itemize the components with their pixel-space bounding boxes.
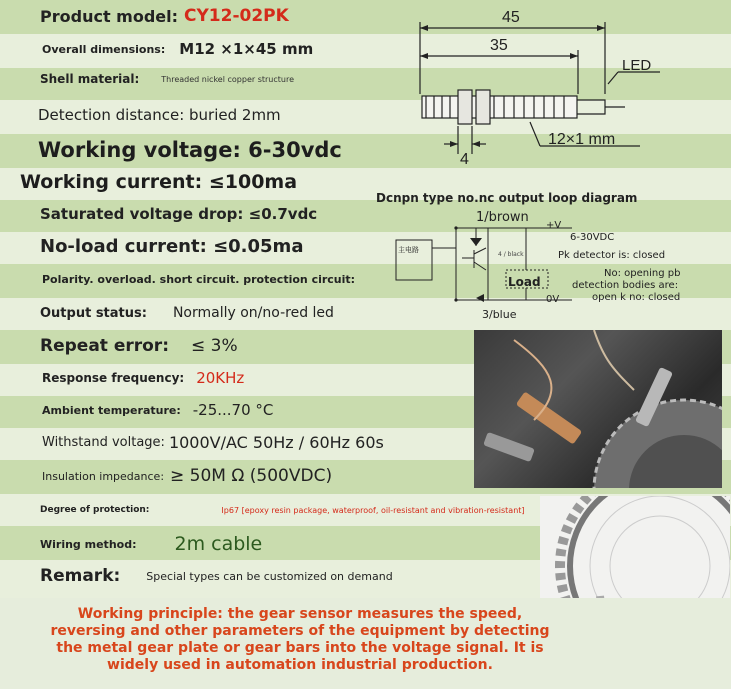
working-voltage-text: Working voltage: 6-30vdc <box>38 138 342 162</box>
dimension-drawing <box>390 4 690 164</box>
remark-value: Special types can be customized on demand <box>146 569 393 583</box>
circuit-load: Load <box>508 275 541 289</box>
dim-35-label: 35 <box>490 37 508 54</box>
circuit-no-note-1: No: opening pb <box>604 268 681 279</box>
ambient-temperature-row <box>42 401 512 419</box>
working-principle-text: Working principle: the gear sensor measures the speed, reversing and other parameters of the equipment by detecting the metal gear plate or gear bars into the voltage signal. It is widely used in automation industrial production. <box>50 606 550 673</box>
circuit-vdc: 6-30VDC <box>570 232 615 243</box>
ambient-temperature-label: Ambient temperature: <box>42 403 181 417</box>
saturated-voltage-text: Saturated voltage drop: ≤0.7vdc <box>40 205 318 223</box>
output-status-value: Normally on/no-red led <box>172 305 334 321</box>
remark-row <box>40 566 510 586</box>
circuit-zero-v: 0V <box>546 294 560 305</box>
wiring-label: Wiring method: <box>40 537 137 551</box>
response-frequency-row <box>42 369 512 387</box>
sensor-photo-art <box>474 330 722 488</box>
circuit-pk-note: Pk detector is: closed <box>558 250 666 261</box>
insulation-value: ≥ 50M Ω (500VDC) <box>170 466 333 486</box>
withstand-voltage-value: 1000V/AC 50Hz / 60Hz 60s <box>168 433 384 452</box>
insulation-row <box>42 466 512 486</box>
circuit-title: Dcnpn type no.nc output loop diagram <box>376 191 638 205</box>
product-model-label: Product model: <box>40 6 179 26</box>
circuit-no-note-2: detection bodies are: <box>572 280 679 291</box>
led-label: LED <box>622 57 652 74</box>
remark-label: Remark: <box>40 566 121 586</box>
circuit-brown: 1/brown <box>476 210 529 225</box>
wiring-row <box>40 533 510 555</box>
output-status-label: Output status: <box>40 305 147 321</box>
dim-4-label: 4 <box>460 151 469 164</box>
insulation-label: Insulation impedance: <box>42 469 165 483</box>
product-model-value: CY12-02PK <box>184 6 289 26</box>
no-load-current-text: No-load current: ≤0.05ma <box>40 236 304 257</box>
dim-45-label: 45 <box>502 9 520 26</box>
working-current-text: Working current: ≤100ma <box>20 171 298 193</box>
response-frequency-value: 20KHz <box>196 369 245 387</box>
repeat-error-row <box>40 336 510 356</box>
repeat-error-value: ≤ 3% <box>191 336 238 356</box>
response-frequency-label: Response frequency: <box>42 371 185 385</box>
circuit-diagram <box>376 188 726 322</box>
circuit-led-small: 4 / black <box>498 251 524 258</box>
circuit-blue: 3/blue <box>482 308 517 321</box>
sensor-photo <box>474 330 722 488</box>
detection-text: Detection distance: buried 2mm <box>38 106 281 124</box>
protection-label: Degree of protection: <box>40 505 150 515</box>
dimensions-value: M12 ×1×45 mm <box>179 40 314 58</box>
thread-label: 12×1 mm <box>548 131 616 148</box>
circuit-plus-v: +V <box>546 220 562 231</box>
shell-label: Shell material: <box>40 72 140 86</box>
withstand-voltage-label: Withstand voltage: <box>42 435 165 450</box>
polarity-text: Polarity. overload. short circuit. protection circuit: <box>42 273 356 286</box>
dimensions-label: Overall dimensions: <box>42 42 166 56</box>
withstand-voltage-row <box>42 433 512 452</box>
wiring-value: 2m cable <box>174 533 263 555</box>
repeat-error-label: Repeat error: <box>40 336 169 356</box>
protection-value: Ip67 [epoxy resin package, waterproof, oil-resistant and vibration-resistant] <box>221 505 525 515</box>
shell-value: Threaded nickel copper structure <box>161 74 294 84</box>
main-circuit-label: 主电路 <box>398 246 419 254</box>
protection-row <box>40 505 525 515</box>
circuit-no-note-3: open k no: closed <box>592 292 681 303</box>
ambient-temperature-value: -25...70 °C <box>192 401 274 419</box>
